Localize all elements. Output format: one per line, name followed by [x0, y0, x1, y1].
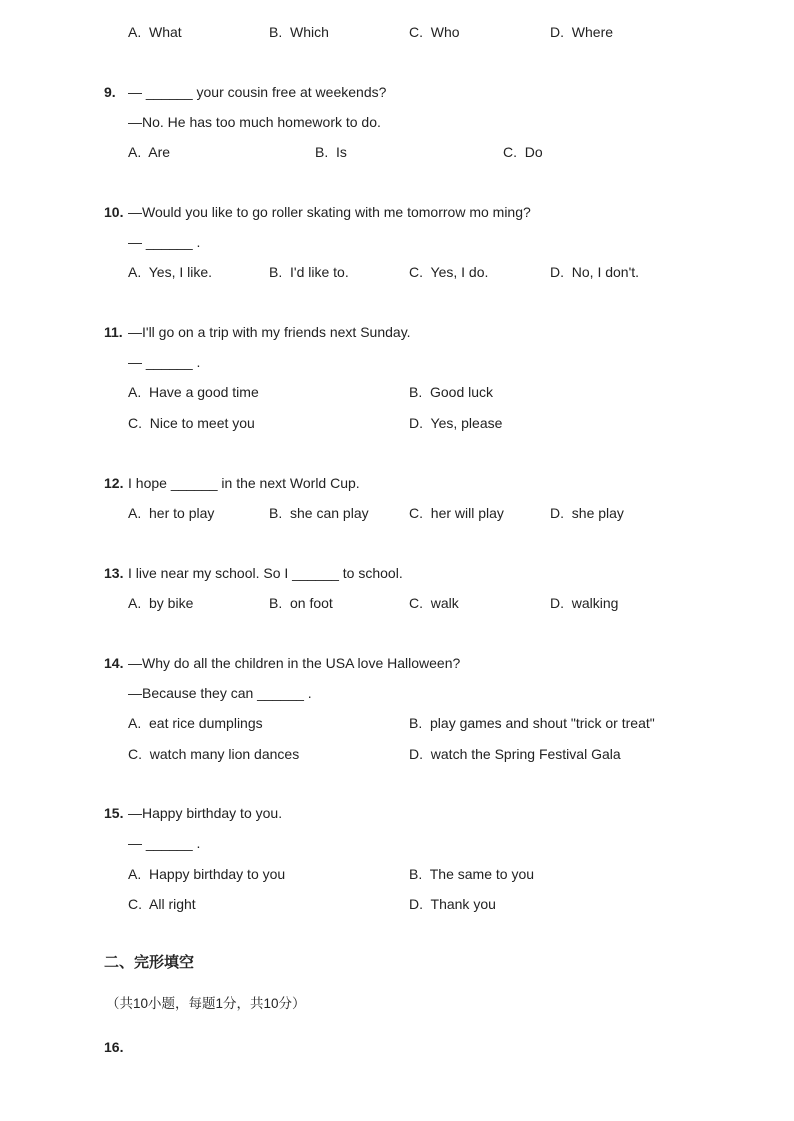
q14-number: 14.: [104, 655, 124, 671]
q14-option-a: A. eat rice dumplings: [128, 715, 263, 731]
q12-option-c: C. her will play: [409, 505, 504, 521]
q10-option-b: B. I'd like to.: [269, 264, 349, 280]
q16-number: 16.: [104, 1039, 124, 1055]
q8-option-a: A. What: [128, 24, 182, 40]
q9-option-c: C. Do: [503, 144, 543, 160]
q13-number: 13.: [104, 565, 124, 581]
q11-option-c: C. Nice to meet you: [128, 415, 255, 431]
q15-stem: —Happy birthday to you.: [128, 805, 283, 821]
q10-option-a: A. Yes, I like.: [128, 264, 213, 280]
section-note: （共10小题，每题1分，共10分）: [106, 996, 306, 1011]
q10-option-c: C. Yes, I do.: [409, 264, 489, 280]
q9-stem: — ______ your cousin free at weekends?: [128, 84, 387, 100]
q11-stem: —I'll go on a trip with my friends next Sunday.: [128, 324, 411, 340]
q8-option-c: C. Who: [409, 24, 460, 40]
q11-option-d: D. Yes, please: [409, 415, 503, 431]
q15-option-a: A. Happy birthday to you: [128, 866, 286, 882]
q14-option-b: B. play games and shout "trick or treat": [409, 715, 655, 731]
q9-number: 9.: [104, 84, 116, 100]
q11-number: 11.: [104, 324, 123, 340]
q13-option-b: B. on foot: [269, 595, 333, 611]
q12-number: 12.: [104, 475, 124, 491]
q15-option-d: D. Thank you: [409, 896, 496, 912]
q14-reply: —Because they can ______ .: [128, 685, 312, 701]
q15-number: 15.: [104, 805, 124, 821]
q9-option-a: A. Are: [128, 144, 171, 160]
q11-reply: — ______ .: [128, 354, 201, 370]
q12-option-a: A. her to play: [128, 505, 215, 521]
q14-option-c: C. watch many lion dances: [128, 746, 300, 762]
q10-reply: — ______ .: [128, 234, 201, 250]
q15-reply: — ______ .: [128, 835, 201, 851]
q15-option-c: C. All right: [128, 896, 196, 912]
q12-option-d: D. she play: [550, 505, 624, 521]
q12-stem: I hope ______ in the next World Cup.: [128, 475, 360, 491]
q10-option-d: D. No, I don't.: [550, 264, 640, 280]
q9-option-b: B. Is: [315, 144, 347, 160]
q14-stem: —Why do all the children in the USA love Halloween?: [128, 655, 461, 671]
q13-option-d: D. walking: [550, 595, 619, 611]
q14-option-d: D. watch the Spring Festival Gala: [409, 746, 621, 762]
q10-number: 10.: [104, 204, 124, 220]
q11-option-a: A. Have a good time: [128, 384, 259, 400]
q15-option-b: B. The same to you: [409, 866, 535, 882]
q8-option-b: B. Which: [269, 24, 329, 40]
q13-option-a: A. by bike: [128, 595, 194, 611]
q9-reply: —No. He has too much homework to do.: [128, 114, 381, 130]
q12-option-b: B. she can play: [269, 505, 369, 521]
q10-stem: —Would you like to go roller skating with me tomorrow mo ming?: [128, 204, 531, 220]
q13-option-c: C. walk: [409, 595, 459, 611]
q13-stem: I live near my school. So I ______ to school.: [128, 565, 403, 581]
q11-option-b: B. Good luck: [409, 384, 494, 400]
q8-option-d: D. Where: [550, 24, 614, 40]
section-title: 二、完形填空: [104, 954, 195, 971]
